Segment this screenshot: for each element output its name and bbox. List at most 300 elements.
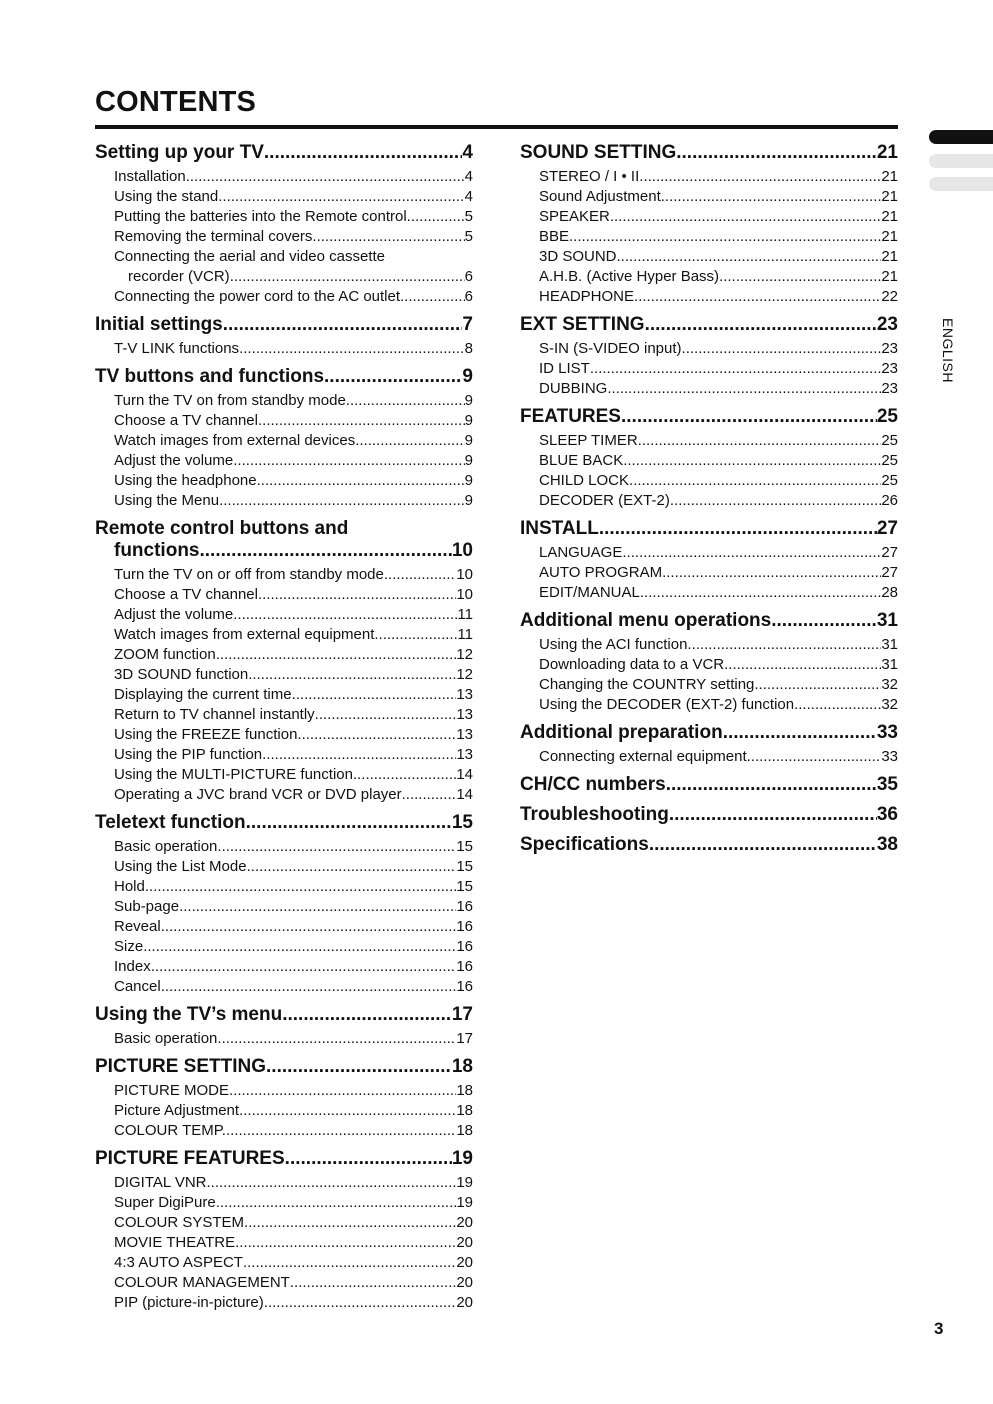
entry-title: Changing the COUNTRY setting: [539, 676, 755, 693]
toc-section: [520, 721, 898, 767]
entry-page-number: 12: [456, 646, 473, 663]
leader-dots: [346, 391, 465, 411]
toc-item[interactable]: [95, 1273, 473, 1293]
toc-item[interactable]: [95, 391, 473, 411]
leader-dots: [607, 379, 881, 399]
leader-dots: [186, 167, 465, 187]
toc-item[interactable]: [520, 695, 898, 715]
entry-page-number: 21: [881, 208, 898, 225]
entry-page-number: 22: [881, 288, 898, 305]
entry-page-number: 10: [451, 540, 473, 561]
leader-dots: [285, 1147, 452, 1171]
entry-title: Troubleshooting: [520, 804, 669, 825]
toc-section: [520, 609, 898, 715]
entry-title: Reveal: [114, 918, 161, 935]
entry-title: Connecting the power cord to the AC outlet: [114, 288, 401, 305]
entry-title: Sound Adjustment: [539, 188, 661, 205]
toc-item[interactable]: [95, 187, 473, 207]
toc-item[interactable]: [95, 605, 473, 625]
entry-page-number: 20: [456, 1254, 473, 1271]
leader-dots: [266, 1055, 452, 1079]
entry-title: Displaying the current time: [114, 686, 292, 703]
section-heading-entry[interactable]: [520, 803, 898, 827]
toc-section: [95, 141, 473, 307]
toc-item[interactable]: [95, 585, 473, 605]
leader-dots: [400, 287, 465, 307]
leader-dots: [682, 339, 882, 359]
entry-page-number: 38: [876, 834, 898, 855]
leader-dots: [374, 625, 457, 645]
entry-title: Super DigiPure: [114, 1194, 216, 1211]
entry-page-number: 9: [464, 492, 473, 509]
entry-page-number: 11: [457, 626, 473, 643]
entry-title: Using the List Mode: [114, 858, 247, 875]
leader-dots: [670, 491, 881, 511]
toc-item[interactable]: [95, 765, 473, 785]
leader-dots: [610, 207, 881, 227]
leader-dots: [145, 877, 456, 897]
toc-item[interactable]: [95, 287, 473, 307]
entry-title: Sub-page: [114, 898, 180, 915]
entry-page-number: 16: [456, 958, 473, 975]
toc-item[interactable]: [520, 227, 898, 247]
leader-dots: [676, 141, 877, 165]
entry-title: PIP (picture-in-picture): [114, 1294, 264, 1311]
entry-title: Index: [114, 958, 151, 975]
entry-page-number: 18: [456, 1122, 473, 1139]
entry-page-number: 27: [881, 544, 898, 561]
entry-title: Basic operation: [114, 838, 218, 855]
entry-page-number: 18: [456, 1102, 473, 1119]
section-heading: Remote control buttons and: [95, 518, 349, 539]
leader-dots: [246, 811, 452, 835]
section-heading-entry[interactable]: [95, 539, 473, 563]
leader-dots: [719, 267, 881, 287]
entry-page-number: 9: [464, 452, 473, 469]
toc-item[interactable]: [95, 227, 473, 247]
leader-dots: [207, 1173, 457, 1193]
section-heading-entry[interactable]: [520, 141, 898, 165]
toc-section: [95, 811, 473, 997]
entry-title: STEREO / I • II: [539, 168, 640, 185]
toc-item[interactable]: [95, 665, 473, 685]
entry-page-number: 4: [464, 188, 473, 205]
entry-title: Adjust the volume: [114, 452, 234, 469]
entry-title: Additional preparation: [520, 722, 723, 743]
section-heading-entry[interactable]: [95, 141, 473, 165]
entry-title: INSTALL: [520, 518, 599, 539]
entry-page-number: 9: [464, 392, 473, 409]
toc-item[interactable]: [95, 1029, 473, 1049]
entry-page-number: 18: [456, 1082, 473, 1099]
entry-title: EXT SETTING: [520, 314, 645, 335]
entry-title: Downloading data to a VCR: [539, 656, 725, 673]
entry-page-number: 9: [464, 412, 473, 429]
entry-title: T-V LINK functions: [114, 340, 240, 357]
toc-item[interactable]: [95, 705, 473, 725]
leader-dots: [247, 857, 457, 877]
leader-dots: [638, 431, 882, 451]
entry-page-number: 17: [456, 1030, 473, 1047]
leader-dots: [235, 1233, 456, 1253]
leader-dots: [290, 1273, 456, 1293]
leader-dots: [179, 897, 456, 917]
entry-page-number: 20: [456, 1274, 473, 1291]
entry-page-number: 18: [451, 1056, 473, 1077]
page-title: CONTENTS: [95, 86, 257, 118]
entry-title: Watch images from external devices: [114, 432, 356, 449]
toc-item[interactable]: [520, 207, 898, 227]
entry-title: SPEAKER: [539, 208, 610, 225]
entry-title: SOUND SETTING: [520, 142, 677, 163]
entry-page-number: 25: [876, 406, 898, 427]
entry-page-number: 5: [464, 228, 473, 245]
entry-page-number: 19: [456, 1194, 473, 1211]
entry-title: Removing the terminal covers: [114, 228, 313, 245]
entry-page-number: 20: [456, 1294, 473, 1311]
leader-dots: [292, 685, 457, 705]
section-heading-entry[interactable]: [520, 517, 898, 541]
leader-dots: [217, 1029, 456, 1049]
section-heading-entry[interactable]: [95, 1147, 473, 1171]
entry-title: Putting the batteries into the Remote control: [114, 208, 407, 225]
leader-dots: [723, 721, 877, 745]
entry-page-number: 31: [876, 610, 898, 631]
toc-item[interactable]: [520, 379, 898, 399]
entry-title: CH/CC numbers: [520, 774, 666, 795]
toc-item[interactable]: [95, 1293, 473, 1313]
toc-item[interactable]: [95, 917, 473, 937]
toc-item[interactable]: [95, 565, 473, 585]
entry-page-number: 15: [456, 838, 473, 855]
leader-dots: [754, 675, 881, 695]
leader-dots: [229, 1081, 456, 1101]
toc-section: [95, 313, 473, 359]
toc-item[interactable]: [520, 339, 898, 359]
toc-item[interactable]: [95, 977, 473, 997]
entry-page-number: 33: [881, 748, 898, 765]
toc-item[interactable]: [95, 1213, 473, 1233]
leader-dots: [297, 725, 456, 745]
entry-title: Using the ACI function: [539, 636, 688, 653]
language-label: ENGLISH: [940, 318, 956, 383]
entry-page-number: 35: [876, 774, 898, 795]
toc-item[interactable]: [95, 877, 473, 897]
toc-column-left: [95, 141, 473, 1319]
entry-title: Operating a JVC brand VCR or DVD player: [114, 786, 402, 803]
toc-item[interactable]: [520, 287, 898, 307]
entry-page-number: 28: [881, 584, 898, 601]
entry-title: ID LIST: [539, 360, 590, 377]
leader-dots: [661, 187, 882, 207]
entry-title: PICTURE FEATURES: [95, 1148, 285, 1169]
leader-dots: [143, 937, 456, 957]
entry-title: AUTO PROGRAM: [539, 564, 663, 581]
toc-item[interactable]: [520, 747, 898, 767]
entry-title: Initial settings: [95, 314, 223, 335]
entry-page-number: 32: [881, 696, 898, 713]
entry-page-number: 16: [456, 938, 473, 955]
toc-section: [520, 405, 898, 511]
toc-item[interactable]: [95, 1173, 473, 1193]
leader-dots: [151, 957, 457, 977]
section-heading-entry[interactable]: [95, 365, 473, 389]
toc-item[interactable]: [95, 267, 473, 287]
leader-dots: [282, 1003, 452, 1027]
toc-item[interactable]: [520, 635, 898, 655]
leader-dots: [599, 517, 877, 541]
section-heading-entry[interactable]: [520, 773, 898, 797]
entry-page-number: 32: [881, 676, 898, 693]
entry-title: SLEEP TIMER: [539, 432, 638, 449]
entry-title: BLUE BACK: [539, 452, 624, 469]
entry-page-number: 15: [456, 858, 473, 875]
leader-dots: [233, 451, 464, 471]
toc-item[interactable]: [95, 1233, 473, 1253]
entry-title: Using the Menu: [114, 492, 220, 509]
leader-dots: [687, 635, 881, 655]
entry-page-number: 21: [881, 188, 898, 205]
entry-page-number: 27: [876, 518, 898, 539]
entry-title: recorder (VCR): [128, 268, 230, 285]
leader-dots: [355, 431, 464, 451]
section-heading-entry[interactable]: [95, 811, 473, 835]
toc-item[interactable]: [95, 339, 473, 359]
leader-dots: [617, 247, 882, 267]
toc-item[interactable]: [95, 725, 473, 745]
leader-dots: [230, 267, 465, 287]
entry-title: Specifications: [520, 834, 649, 855]
entry-title: Size: [114, 938, 144, 955]
entry-page-number: 13: [456, 706, 473, 723]
toc-section: [95, 1055, 473, 1141]
entry-title: Additional menu operations: [520, 610, 772, 631]
leader-dots: [634, 287, 881, 307]
leader-dots: [623, 451, 881, 471]
entry-title: Setting up your TV: [95, 142, 264, 163]
toc-item[interactable]: [520, 543, 898, 563]
toc-section: [520, 803, 898, 827]
leader-dots: [264, 141, 463, 165]
section-heading-entry[interactable]: [520, 405, 898, 429]
entry-page-number: 33: [876, 722, 898, 743]
entry-page-number: 25: [881, 452, 898, 469]
entry-page-number: 13: [456, 726, 473, 743]
toc-item-text: Connecting the aerial and video cassette: [114, 248, 386, 265]
entry-page-number: 9: [464, 432, 473, 449]
leader-dots: [622, 543, 881, 563]
toc-item[interactable]: [520, 431, 898, 451]
entry-title: Using the headphone: [114, 472, 257, 489]
entry-page-number: 10: [456, 566, 473, 583]
toc-item[interactable]: [520, 471, 898, 491]
entry-title: MOVIE THEATRE: [114, 1234, 236, 1251]
leader-dots: [258, 411, 465, 431]
leader-dots: [239, 1101, 456, 1121]
toc-item[interactable]: [520, 167, 898, 187]
toc-section: [95, 1147, 473, 1313]
leader-dots: [161, 917, 457, 937]
toc-item[interactable]: [95, 167, 473, 187]
toc-item[interactable]: [95, 1253, 473, 1273]
entry-page-number: 6: [464, 268, 473, 285]
toc-item[interactable]: [520, 563, 898, 583]
leader-dots: [724, 655, 881, 675]
leader-dots: [315, 705, 457, 725]
section-heading-entry[interactable]: [95, 1003, 473, 1027]
entry-page-number: 14: [456, 786, 473, 803]
toc-item[interactable]: [95, 645, 473, 665]
entry-page-number: 19: [456, 1174, 473, 1191]
toc-item[interactable]: [95, 857, 473, 877]
entry-title: FEATURES: [520, 406, 621, 427]
toc-item[interactable]: [95, 1081, 473, 1101]
toc-item[interactable]: [95, 785, 473, 805]
toc-item[interactable]: [520, 583, 898, 603]
entry-page-number: 25: [881, 472, 898, 489]
entry-title: 4:3 AUTO ASPECT: [114, 1254, 243, 1271]
toc-item[interactable]: [95, 1193, 473, 1213]
entry-page-number: 20: [456, 1214, 473, 1231]
leader-dots: [219, 491, 465, 511]
leader-dots: [629, 471, 881, 491]
leader-dots: [384, 565, 456, 585]
section-tab: [929, 177, 993, 191]
toc-item[interactable]: [95, 491, 473, 511]
entry-title: Using the stand: [114, 188, 219, 205]
entry-page-number: 4: [462, 142, 473, 163]
entry-page-number: 36: [876, 804, 898, 825]
entry-page-number: 10: [456, 586, 473, 603]
entry-title: Installation: [114, 168, 186, 185]
entry-title: BBE: [539, 228, 570, 245]
toc-item[interactable]: [95, 685, 473, 705]
toc-item[interactable]: [520, 359, 898, 379]
leader-dots: [248, 665, 456, 685]
section-heading-entry[interactable]: [95, 1055, 473, 1079]
entry-page-number: 13: [456, 746, 473, 763]
entry-page-number: 11: [457, 606, 473, 623]
entry-title: Using the MULTI-PICTURE function: [114, 766, 353, 783]
leader-dots: [161, 977, 457, 997]
leader-dots: [590, 359, 881, 379]
entry-title: S-IN (S-VIDEO input): [539, 340, 682, 357]
section-heading-entry[interactable]: [520, 313, 898, 337]
toc-item[interactable]: [95, 431, 473, 451]
leader-dots: [239, 339, 465, 359]
entry-title: Turn the TV on or off from standby mode: [114, 566, 384, 583]
entry-page-number: 19: [451, 1148, 473, 1169]
entry-title: Using the TV’s menu: [95, 1004, 283, 1025]
toc-item[interactable]: [95, 897, 473, 917]
toc-item[interactable]: [95, 837, 473, 857]
leader-dots: [324, 365, 462, 389]
leader-dots: [353, 765, 456, 785]
toc-item[interactable]: [520, 491, 898, 511]
leader-dots: [639, 167, 881, 187]
leader-dots: [243, 1253, 456, 1273]
entry-title: Choose a TV channel: [114, 412, 258, 429]
entry-title: 3D SOUND: [539, 248, 617, 265]
entry-title: COLOUR TEMP.: [114, 1122, 226, 1139]
toc-section: [95, 365, 473, 511]
entry-page-number: 23: [881, 340, 898, 357]
toc-item[interactable]: [520, 451, 898, 471]
entry-title: Teletext function: [95, 812, 246, 833]
leader-dots: [262, 745, 456, 765]
toc-item[interactable]: [95, 411, 473, 431]
leader-dots: [218, 187, 464, 207]
toc-column-right: [520, 141, 898, 863]
toc-item[interactable]: [95, 451, 473, 471]
entry-title: Using the DECODER (EXT-2) function: [539, 696, 795, 713]
toc-item[interactable]: [95, 471, 473, 491]
leader-dots: [747, 747, 882, 767]
entry-title: Choose a TV channel: [114, 586, 258, 603]
entry-title: Watch images from external equipment: [114, 626, 375, 643]
toc-item[interactable]: [95, 1101, 473, 1121]
leader-dots: [216, 645, 457, 665]
leader-dots: [233, 605, 457, 625]
leader-dots: [216, 1193, 457, 1213]
leader-dots: [244, 1213, 456, 1233]
toc-item[interactable]: [95, 957, 473, 977]
entry-page-number: 23: [881, 380, 898, 397]
entry-title: LANGUAGE: [539, 544, 623, 561]
toc-item[interactable]: [520, 675, 898, 695]
entry-title: functions: [114, 540, 200, 561]
leader-dots: [669, 803, 877, 827]
entry-title: CHILD LOCK: [539, 472, 630, 489]
toc-item[interactable]: [95, 937, 473, 957]
entry-title: PICTURE SETTING: [95, 1056, 267, 1077]
leader-dots: [226, 1121, 456, 1141]
entry-page-number: 21: [881, 268, 898, 285]
toc-item[interactable]: [95, 1121, 473, 1141]
section-tab: [929, 154, 993, 168]
leader-dots: [621, 405, 877, 429]
section-heading-entry[interactable]: [520, 833, 898, 857]
entry-title: Return to TV channel instantly: [114, 706, 315, 723]
entry-title: Hold: [114, 878, 145, 895]
toc-item[interactable]: [520, 247, 898, 267]
entry-title: ZOOM function: [114, 646, 216, 663]
section-heading-entry[interactable]: [520, 721, 898, 745]
entry-title: Using the PIP function: [114, 746, 263, 763]
entry-title: Cancel: [114, 978, 161, 995]
leader-dots: [257, 471, 465, 491]
leader-dots: [223, 313, 463, 337]
entry-page-number: 21: [876, 142, 898, 163]
entry-page-number: 9: [464, 472, 473, 489]
toc-item[interactable]: [95, 207, 473, 227]
entry-page-number: 9: [462, 366, 473, 387]
toc-item[interactable]: [520, 655, 898, 675]
entry-title: Connecting external equipment: [539, 748, 747, 765]
toc-item[interactable]: [520, 267, 898, 287]
entry-title: TV buttons and functions: [95, 366, 325, 387]
section-heading-entry[interactable]: [95, 313, 473, 337]
toc-item[interactable]: [520, 187, 898, 207]
leader-dots: [645, 313, 877, 337]
section-heading-entry[interactable]: [520, 609, 898, 633]
entry-page-number: 15: [451, 812, 473, 833]
entry-page-number: 16: [456, 898, 473, 915]
toc-item[interactable]: [95, 745, 473, 765]
toc-item[interactable]: [95, 625, 473, 645]
toc-section: [520, 141, 898, 307]
section-tab-active: [929, 130, 993, 144]
